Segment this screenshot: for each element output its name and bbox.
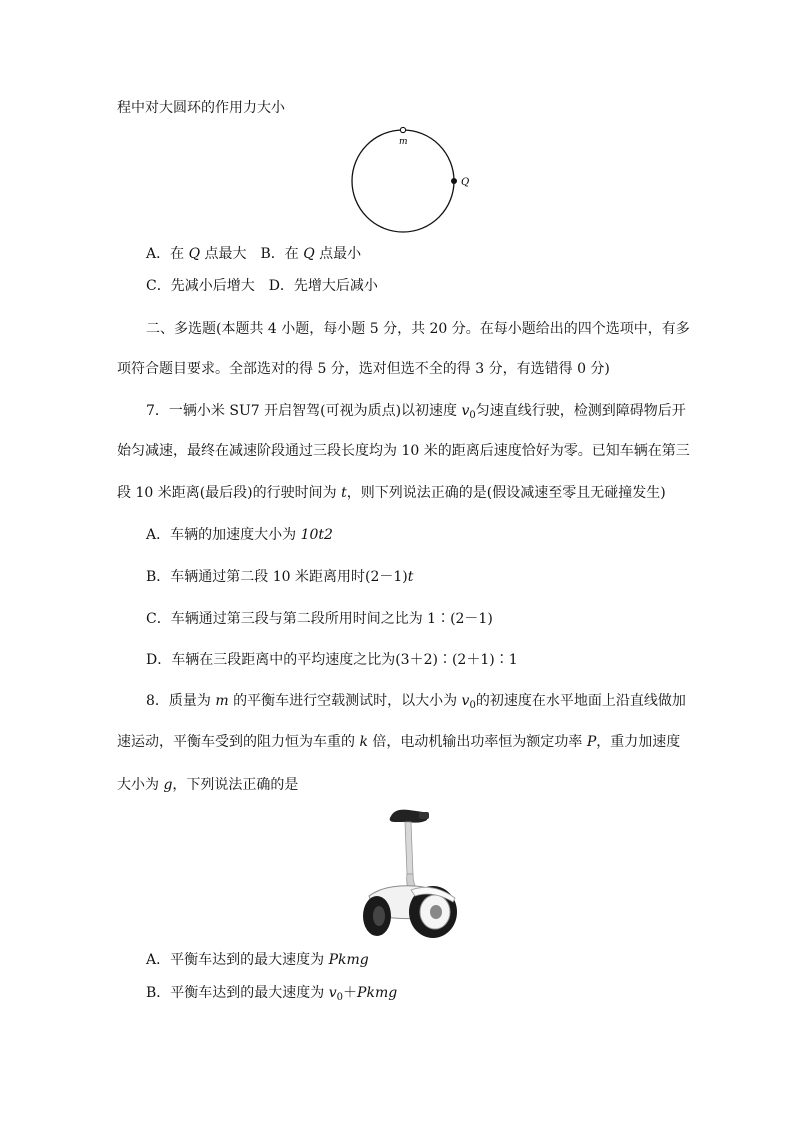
q7-stem-line3: 段 10 米距离(最后段)的行驶时间为 t，则下列说法正确的是(假设减速至零且无碰撞发生) (117, 485, 666, 501)
point-q-dot (451, 178, 457, 184)
q6-options-cd: C．先减小后增大 D．先增大后减小 (146, 278, 378, 294)
continued-text-line: 程中对大圆环的作用力大小 (117, 100, 285, 116)
handle-grip (419, 812, 429, 819)
q7-option-a: A．车辆的加速度大小为 10t2 (146, 527, 333, 543)
ring-diagram (345, 125, 475, 237)
section-heading-cont: 项符合题目要求。全部选对的得 5 分，选对但选不全的得 3 分，有选错得 0 分) (117, 361, 610, 377)
q7-stem-line1: 7．一辆小米 SU7 开启智驾(可视为质点)以初速度 $v_0$匀速直线行驶，检测到障碍物后开 (146, 403, 686, 421)
left-wheel-hub (373, 906, 385, 926)
q8-option-a: A．平衡车达到的最大速度为 Pkmg (146, 952, 369, 968)
q7-option-b: B．车辆通过第二段 10 米距离用时(2－1)t (146, 569, 414, 585)
q7-option-c: C．车辆通过第三段与第二段所用时间之比为 1∶(2－1) (146, 611, 493, 627)
balance-scooter-image (355, 804, 465, 940)
q7-stem-line2: 始匀减速，最终在减速阶段通过三段长度均为 10 米的距离后速度恰好为零。已知车辆在第三 (117, 443, 690, 459)
q8-stem-line1: 8．质量为 m 的平衡车进行空载测试时，以大小为 $v_0$的初速度在水平地面上沿直线做加 (146, 693, 686, 711)
small-ring-marker (400, 127, 405, 132)
steering-stem (405, 822, 413, 874)
q6-options-ab: A．在 Q 点最大 B．在 Q 点最小 (146, 246, 362, 262)
q8-option-b: B．平衡车达到的最大速度为 $v_0+Pkmg$ (146, 985, 398, 1003)
section-heading: 二、多选题(本题共 4 小题，每小题 5 分，共 20 分。在每小题给出的四个选项中，有多 (146, 321, 690, 337)
label-q: Q (461, 177, 470, 188)
q7-option-d: D．车辆在三段距离中的平均速度之比为(3＋2)∶(2＋1)∶1 (146, 652, 518, 668)
q8-stem-line2: 速运动，平衡车受到的阻力恒为车重的 k 倍，电动机输出功率恒为额定功率 P，重力加速度 (117, 734, 681, 750)
label-m: m (399, 137, 408, 147)
right-wheel-center (430, 905, 442, 919)
q8-stem-line3: 大小为 g，下列说法正确的是 (117, 777, 299, 793)
